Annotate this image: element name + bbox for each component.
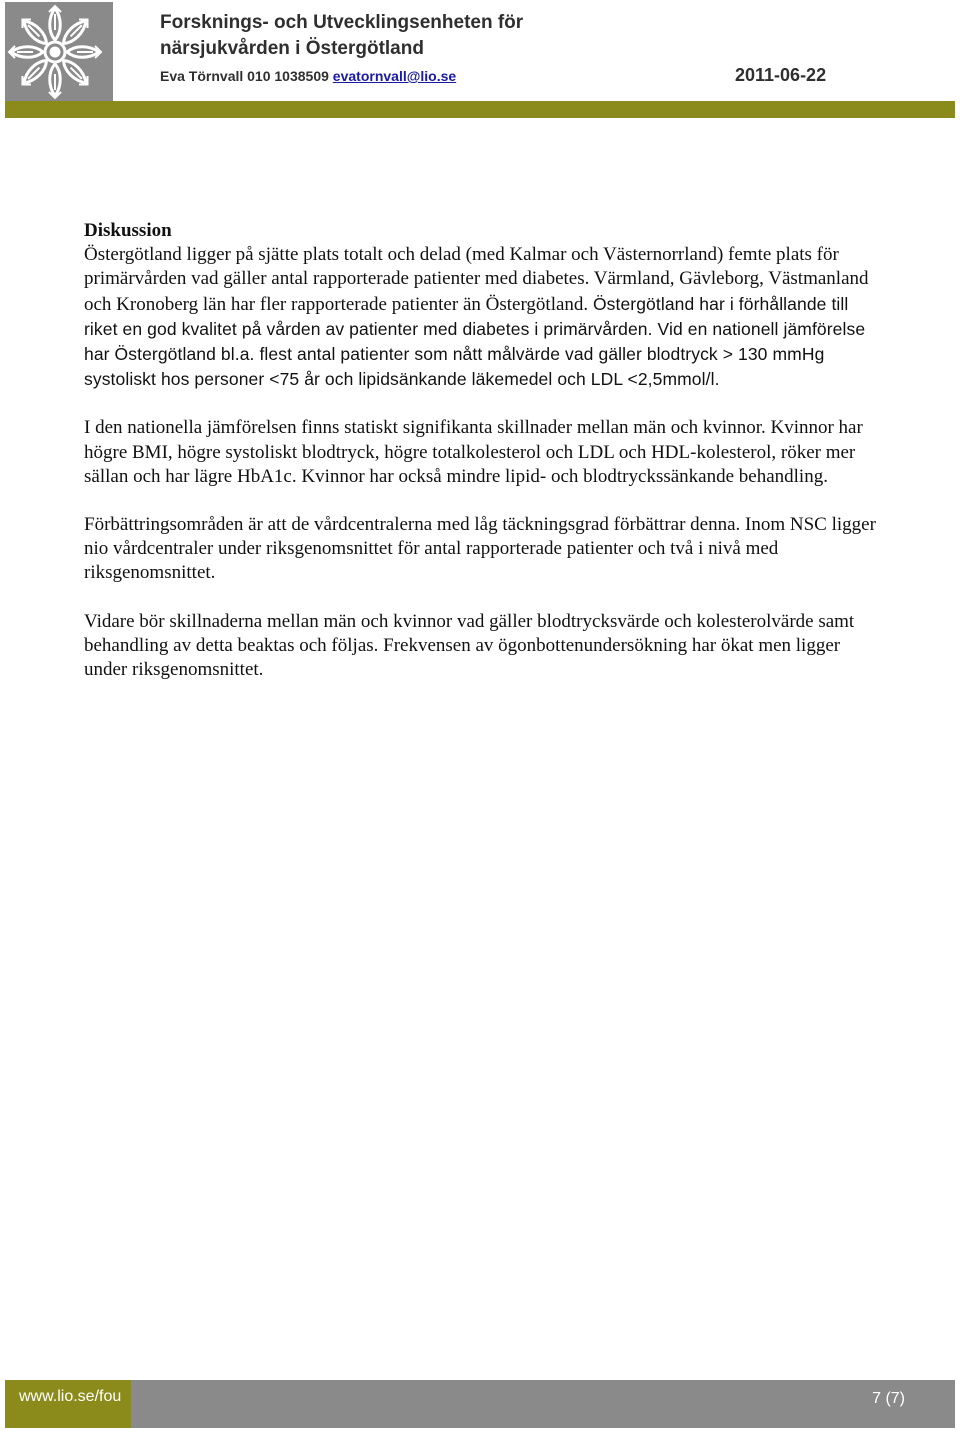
paragraph-2: I den nationella jämförelsen finns statiskt signifikanta skillnader mellan män och kvinnor. Kvinnor har högre BMI, högre systoliskt blodtryck, högre totalkolesterol och LDL och HDL-kolesterol, röker mer sällan och har lägre HbA1c. Kvinnor har också mindre lipid- och blodtryckssänkande behandling. [84, 417, 863, 487]
header-bar-left [5, 101, 113, 118]
organization-title-line2: närsjukvården i Östergötland [160, 38, 424, 59]
header-bar [113, 101, 955, 118]
organization-title-line1: Forsknings- och Utvecklingsenheten för [160, 12, 524, 33]
section-heading: Diskussion [84, 220, 172, 241]
contact-email-link[interactable]: evatornvall@lio.se [332, 68, 457, 84]
paragraph-4: Vidare bör skillnaderna mellan män och kvinnor vad gäller blodtrycksvärde och kolesterolvärde samt behandling av detta beaktas och följas. Frekvensen av ögonbottenundersökning har ökat men ligger under riksgenomsnittet. [84, 610, 855, 681]
page-number: 7 (7) [872, 1390, 905, 1407]
logo [5, 2, 113, 102]
paragraph-1-part1: Östergötland ligger på sjätte plats totalt och delad (med Kalmar och Västernorrland) femte plats för primärvården vad gäller antal rapporterade patienter med diabetes. Värmland, Gävleborg, Västmanland och Kronoberg län har fler rapporterade patienter än Östergötland. [84, 244, 869, 315]
paragraph-1-part2: Östergötland har i förhållande till riket en god kvalitet på vården av patienter med diabetes i primärvården. Vid en nationell jämförelse har Östergötland bl.a. [84, 293, 866, 365]
contact-name: Eva Törnvall 010 1038509 [160, 68, 333, 84]
page-header [0, 0, 960, 120]
organization-title [160, 10, 523, 62]
document-body [84, 219, 884, 706]
paragraph-1-part3: flest antal patienter som nått målvärde vad gäller blodtryck > 130 mmHg systoliskt hos personer <75 år och lipidsänkande läkemedel och LDL <2,5mmol/l. [84, 344, 825, 390]
paragraph-1 [84, 243, 884, 392]
paragraph-3: Förbättringsområden är att de vårdcentralerna med låg täckningsgrad förbättrar denna. Inom NSC ligger nio vårdcentraler under riksgenomsnittet för antal rapporterade patienter och två i nivå med riksgenomsnittet. [84, 514, 876, 584]
document-date: 2011-06-22 [735, 65, 827, 85]
snowflake-flower-logo-icon [5, 2, 113, 102]
contact-line [160, 66, 456, 86]
footer-website-link[interactable]: www.lio.se/fou [19, 1388, 122, 1405]
page-footer [5, 1380, 955, 1428]
